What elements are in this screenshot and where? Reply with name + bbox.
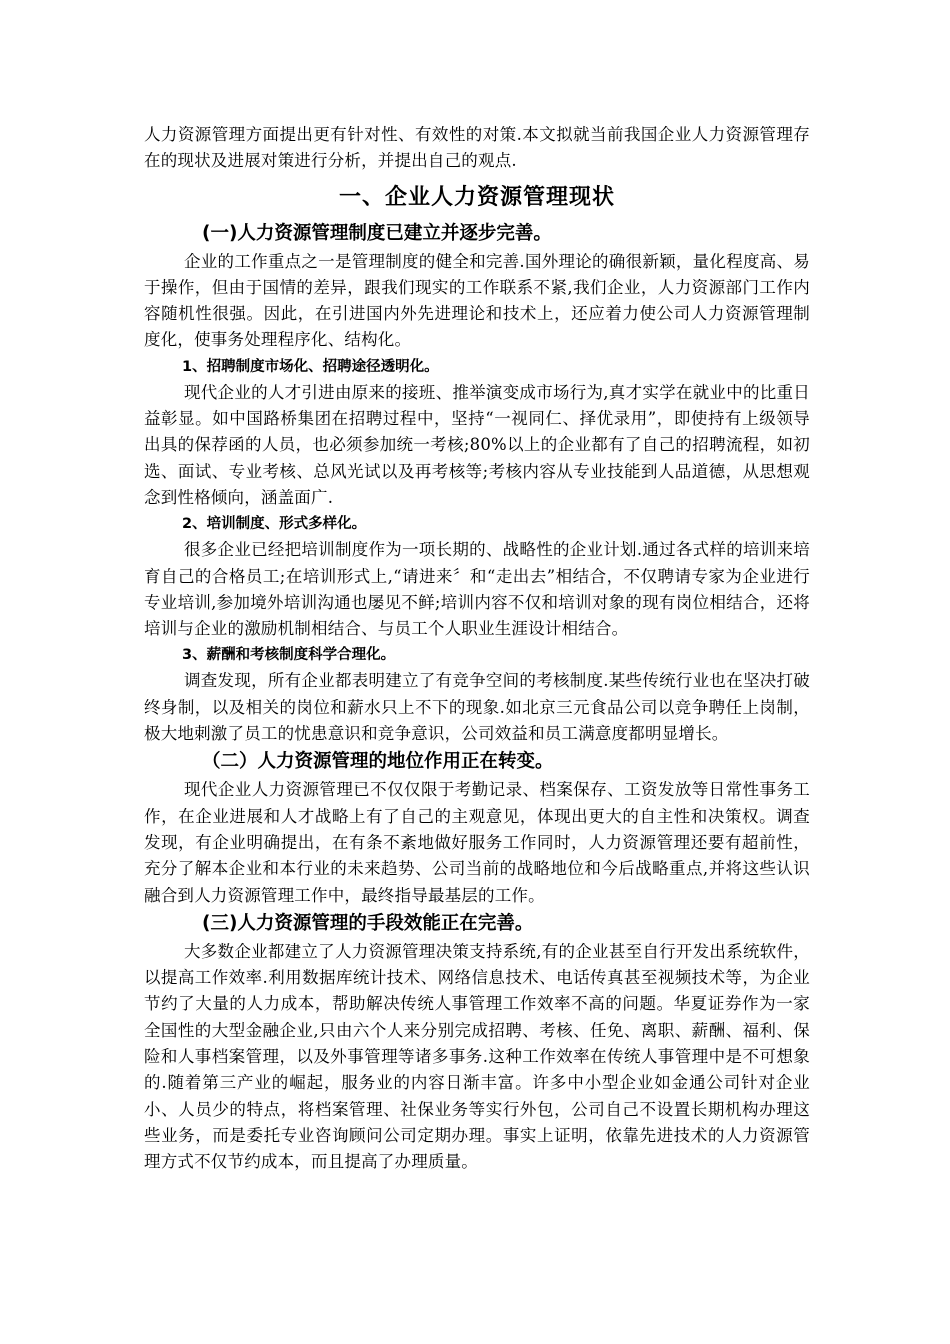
intro-paragraph: 人力资源管理方面提出更有针对性、有效性的对策.本文拟就当前我国企业人力资源管理存在的现状及进展对策进行分析，并提出自己的观点. [144,125,810,171]
document-page [144,122,810,1176]
item-paragraph-3: 调查发现，所有企业都表明建立了有竞争空间的考核制度.某些传统行业也在坚决打破终身制，以及相关的岗位和薪水只上不下的现象.如北京三元食品公司以竞争聘任上岗制，极大地刺激了员工的忧患意识和竞争意识，公司效益和员工满意度都明显增长。 [144,671,810,744]
section-title: 一、企业人力资源管理现状 [338,184,615,210]
subsection-paragraph-3: 大多数企业都建立了人力资源管理决策支持系统,有的企业甚至自行开发出系统软件，以提高工作效率.利用数据库统计技术、网络信息技术、电话传真甚至视频技术等，为企业节约了大量的人力成本，帮助解决传统人事管理工作效率不高的问题。华夏证券作为一家全国性的大型金融企业,只由六个人来分别完成招聘、考核、任免、离职、薪酬、福利、保险和人事档案管理，以及外事管理等诸多事务.这种工作效率在传统人事管理中是不可想象的.随着第三产业的崛起，服务业的内容日渐丰富。许多中小型企业如金通公司针对企业小、人员少的特点，将档案管理、社保业务等实行外包，公司自己不设置长期机构办理这些业务，而是委托专业咨询顾问公司定期办理。事实上证明，依靠先进技术的人力资源管理方式不仅节约成本，而且提高了办理质量。 [144,941,810,1172]
item-heading-3: 3、薪酬和考核制度科学合理化。 [182,647,396,664]
subsection-heading-3: (三)人力资源管理的手段效能正在完善。 [202,912,534,934]
subsection-paragraph-2: 现代企业人力资源管理已不仅仅限于考勤记录、档案保存、工资发放等日常性事务工作，在企业进展和人才战略上有了自己的主观意见，体现出更大的自主性和决策权。调查发现，有企业明确提出，在有条不紊地做好服务工作同时，人力资源管理还要有超前性，充分了解本企业和本行业的未来趋势、公司当前的战略地位和今后战略重点,并将这些认识融合到人力资源管理工作中，最终指导最基层的工作。 [144,780,810,905]
item-heading-1: 1、招聘制度市场化、招聘途径透明化。 [182,358,439,375]
item-paragraph-2: 很多企业已经把培训制度作为一项长期的、战略性的企业计划.通过各式样的培训来培育自己的合格员工;在培训形式上,“请进来〞和“走出去”相结合，不仅聘请专家为企业进行专业培训,参加境外培训沟通也屡见不鲜;培训内容不仅和培训对象的现有岗位相结合，还将培训与企业的激励机制相结合、与员工个人职业生涯设计相结合。 [144,540,810,639]
subsection-heading-2: （二）人力资源管理的地位作用正在转变。 [202,751,554,773]
item-paragraph-1: 现代企业的人才引进由原来的接班、推举演变成市场行为,真才实学在就业中的比重日益彰显。如中国路桥集团在招聘过程中，坚持“一视同仁、择优录用”，即使持有上级领导出具的保荐函的人员，也必须参加统一考核;80%以上的企业都有了自己的招聘流程，如初选、面试、专业考核、总风光试以及再考核等;考核内容从专业技能到人品道德，从思想观念到性格倾向，涵盖面广. [144,382,810,507]
subsection-heading-1: (一)人力资源管理制度已建立并逐步完善。 [202,222,552,244]
item-heading-2: 2、培训制度、形式多样化。 [182,516,367,533]
subsection-paragraph-1: 企业的工作重点之一是管理制度的健全和完善.国外理论的确很新颖，量化程度高、易于操作，但由于国情的差异，跟我们现实的工作联系不紧,我们企业，人力资源部门工作内容随机性很强。因此，在引进国内外先进理论和技术上，还应着力使公司人力资源管理制度化，使事务处理程序化、结构化。 [144,251,810,350]
